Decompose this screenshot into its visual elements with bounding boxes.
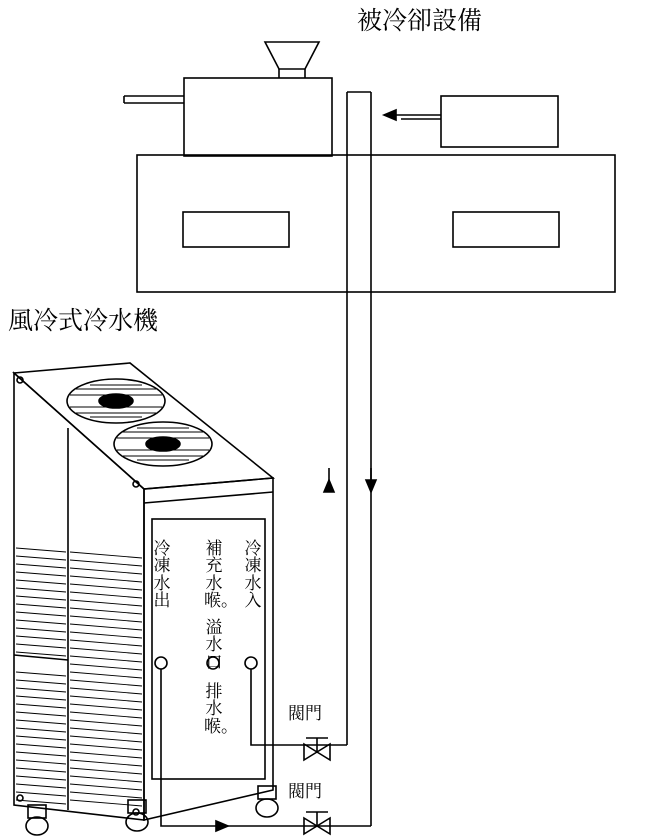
equipment-upper-right-block (441, 96, 558, 147)
chiller-fan-upper-hub (99, 394, 133, 408)
chiller-front-panel-top (144, 492, 273, 503)
equipment-right-window (453, 212, 559, 247)
pipe-supply-bottom-arrow (216, 821, 228, 831)
equipment-hopper (265, 42, 319, 69)
chiller-louvers (16, 548, 142, 806)
title-cooled-equipment: 被冷卻設備 (357, 6, 483, 35)
valve-upper-group (304, 738, 330, 760)
label-chilled-water-out: 冷凍水出 (153, 539, 171, 611)
equipment-upper-left-block (184, 78, 332, 156)
equipment-left-pipe (124, 96, 184, 103)
label-drain-hose: 排水喉。 (204, 682, 238, 737)
label-overflow-port: 溢水口 (205, 618, 223, 673)
title-air-cooled-chiller: 風冷式冷水機 (8, 306, 159, 335)
equipment-right-pipe-arrow (384, 110, 396, 120)
chiller-cabinet-group (14, 363, 278, 835)
chiller-top-face (14, 363, 273, 489)
equipment-left-window (183, 212, 289, 247)
caster-left-wheel (26, 817, 48, 835)
label-chilled-water-in: 冷凍水入 (244, 539, 262, 611)
equipment-main-body (137, 155, 615, 292)
valve-lower-group (304, 812, 330, 834)
caster-mid-wheel (126, 813, 148, 831)
pipe-supply-to-outlet (161, 669, 371, 826)
label-valve-lower: 閥門 (288, 782, 322, 802)
label-valve-upper: 閥門 (288, 704, 322, 724)
caster-right-wheel (256, 799, 278, 817)
port-chilled-water-out (155, 657, 167, 669)
equipment-hopper-neck (279, 69, 305, 78)
cooled-equipment-group (124, 42, 615, 292)
chiller-fan-lower-hub (146, 437, 180, 451)
port-chilled-water-in (245, 657, 257, 669)
label-make-up-water: 補充水喉。 (204, 539, 238, 611)
